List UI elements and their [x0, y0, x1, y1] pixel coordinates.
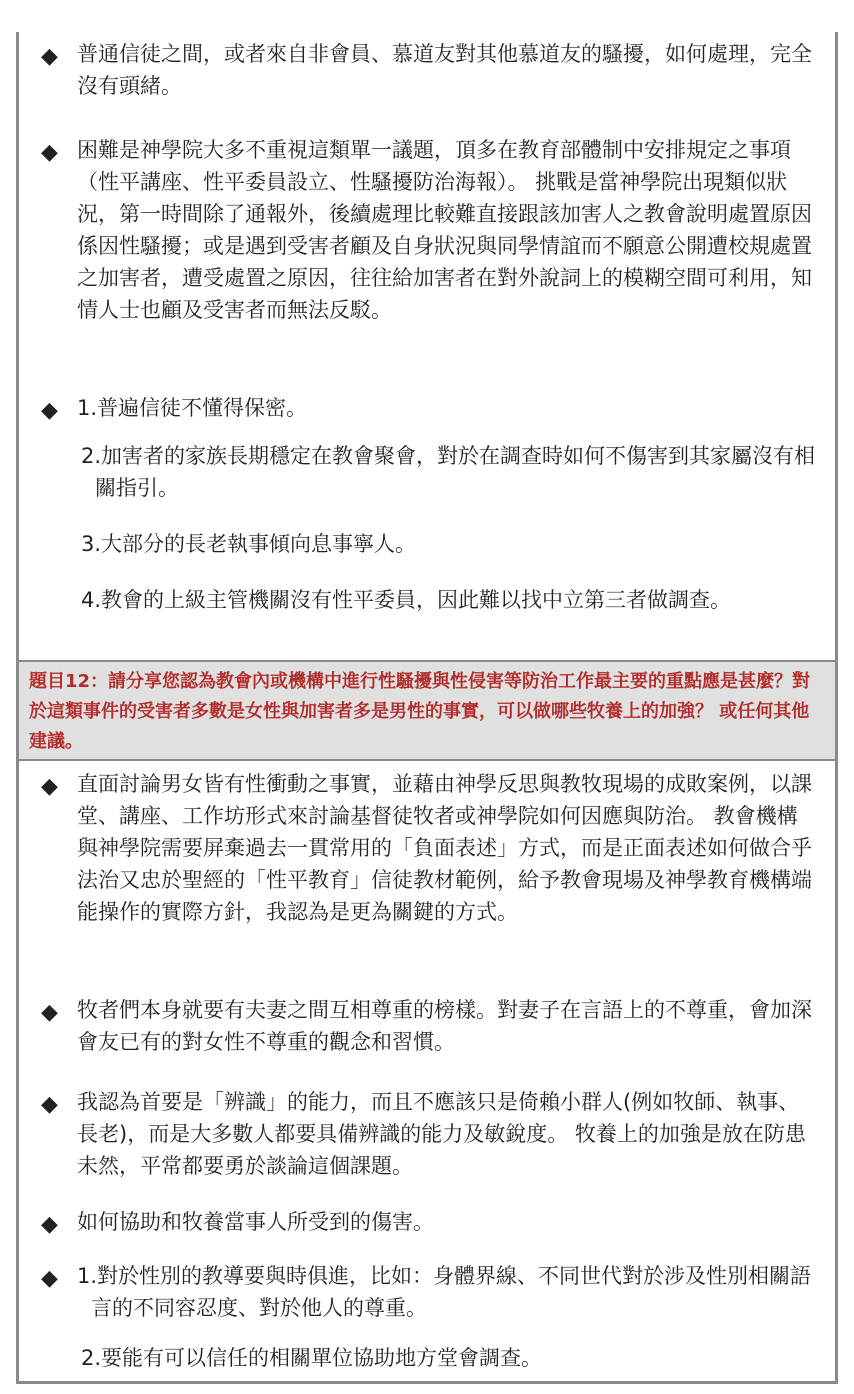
sub-item-text: 2.加害者的家族長期穩定在教會聚會，對於在調查時如何不傷害到其家屬沒有相關指引。 — [81, 444, 816, 500]
diamond-bullet-icon: ◆ — [41, 1000, 58, 1025]
sub-item-text: 2.要能有可以信任的相關單位協助地方堂會調查。 — [81, 1346, 543, 1370]
list-item-text: 如何協助和牧養當事人所受到的傷害。 — [77, 1210, 434, 1234]
list-item-text: 普通信徒之間，或者來自非會員、慕道友對其他慕道友的騷擾，如何處理，完全沒有頭緒。 — [77, 42, 812, 98]
diamond-bullet-icon: ◆ — [41, 774, 58, 799]
list-item-text: 我認為首要是「辨識」的能力，而且不應該只是倚賴小群人(例如牧師、執事、長老)，而是大多數人都要具備辨識的能力及敏銳度。 牧養上的加強是放在防患未然，平常都要勇於談論這個課題。 — [77, 1090, 806, 1178]
list-item-text: 牧者們本身就要有夫妻之間互相尊重的榜樣。對妻子在言語上的不尊重，會加深會友已有的對女性不尊重的觀念和習慣。 — [77, 998, 812, 1054]
document-frame — [16, 32, 838, 1384]
list-item-text: 困難是神學院大多不重視這類單一議題，頂多在教育部體制中安排規定之事項（性平講座、性平委員設立、性騷擾防治海報）。 挑戰是當神學院出現類似狀況，第一時間除了通報外，後續處理比較難直接跟該加害人之教會說明處置原因係因性騷擾；或是遇到受害者顧及自身狀況與同學情誼而不願意公開遭校規處置之加害者，遭受處置之原因，往往給加害者在對外說詞上的模糊空間可利用，知情人士也顧及受害者而無法反駁。 — [77, 138, 812, 322]
question-heading: 題目12：請分享您認為教會內或機構中進行性騷擾與性侵害等防治工作最主要的重點應是甚麼？對於這類事件的受害者多數是女性與加害者多是男性的事實，可以做哪些牧養上的加強？ 或任何其他建議。 — [19, 660, 835, 761]
diamond-bullet-icon: ◆ — [41, 398, 58, 423]
diamond-bullet-icon: ◆ — [41, 1266, 58, 1291]
sub-item-text: 4.教會的上級主管機關沒有性平委員，因此難以找中立第三者做調查。 — [81, 588, 732, 612]
diamond-bullet-icon: ◆ — [41, 1092, 58, 1117]
diamond-bullet-icon: ◆ — [41, 1212, 58, 1237]
diamond-bullet-icon: ◆ — [41, 140, 58, 165]
list-item-text: 直面討論男女皆有性衝動之事實，並藉由神學反思與教牧現場的成敗案例，以課堂、講座、工作坊形式來討論基督徒牧者或神學院如何因應與防治。 教會機構與神學院需要屏棄過去一貫常用的「負面表述」方式，而是正面表述如何做合乎法治又忠於聖經的「性平教育」信徒教材範例，給予教會現場及神學教育機構端能操作的實際方針，我認為是更為關鍵的方式。 — [77, 772, 812, 924]
list-item-text: 1.普遍信徒不懂得保密。 — [77, 396, 308, 420]
list-item-text: 1.對於性別的教導要與時俱進，比如：身體界線、不同世代對於涉及性別相關語言的不同容忍度、對於他人的尊重。 — [77, 1264, 812, 1320]
sub-item-text: 3.大部分的長老執事傾向息事寧人。 — [81, 532, 417, 556]
diamond-bullet-icon: ◆ — [41, 44, 58, 69]
